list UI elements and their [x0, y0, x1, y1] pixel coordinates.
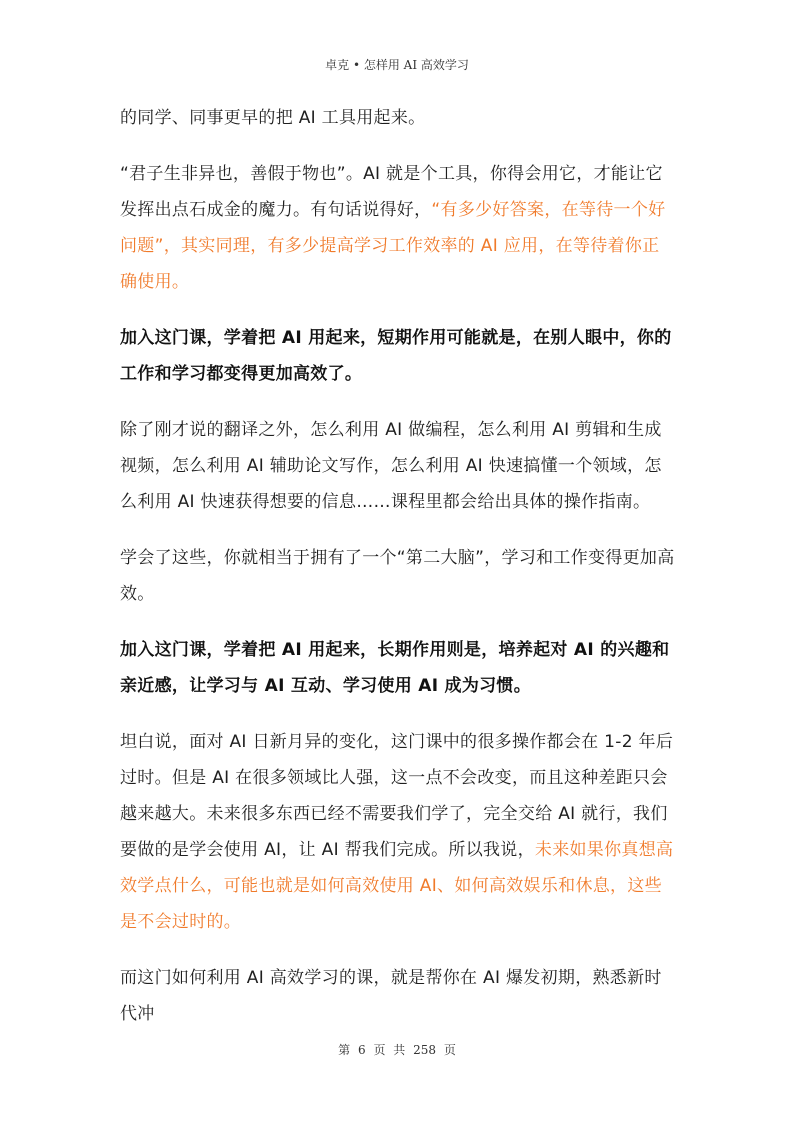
paragraph-3-bold: 加入这门课，学着把 AI 用起来，短期作用可能就是，在别人眼中，你的工作和学习都变得更加高效了。: [120, 328, 672, 384]
paragraph-7: [120, 724, 676, 940]
paragraph-5: 学会了这些，你就相当于拥有了一个“第二大脑”，学习和工作变得更加高效。: [120, 548, 675, 604]
footer-suffix: 页: [443, 1043, 456, 1057]
paragraph-7-highlight: 未来如果你真想高效学点什么，可能也就是如何高效使用 AI、如何高效娱乐和休息，这些是不会过时的。: [120, 840, 674, 932]
paragraph-7-text: 坦白说，面对 AI 日新月异的变化，这门课中的很多操作都会在 1-2 年后过时。但是 AI 在很多领域比人强，这一点不会改变，而且这种差距只会越来越大。未来很多东西已经不需要我们学了，完全交给 AI 就行，我们要做的是学会使用 AI，让 AI 帮我们完成。所以我说，: [120, 732, 674, 860]
page-footer: [0, 1041, 794, 1059]
document-body: [120, 100, 676, 1052]
running-header: 卓克 • 怎样用 AI 高效学习: [325, 58, 469, 72]
footer-total-pages: 258: [413, 1043, 437, 1057]
paragraph-2-highlight: “有多少好答案，在等待一个好问题”，其实同理，有多少提高学习工作效率的 AI 应用，在等待着你正确使用。: [120, 200, 666, 292]
paragraph-2: [120, 156, 676, 300]
footer-prefix: 第: [338, 1043, 351, 1057]
paragraph-1: 的同学、同事更早的把 AI 工具用起来。: [120, 108, 426, 128]
paragraph-8: 而这门如何利用 AI 高效学习的课，就是帮你在 AI 爆发初期，熟悉新时代冲: [120, 968, 662, 1024]
paragraph-2-text: “君子生非异也，善假于物也”。AI 就是个工具，你得会用它，才能让它发挥出点石成金的魔力。有句话说得好，: [120, 164, 663, 220]
footer-mid2: 共: [393, 1043, 406, 1057]
paragraph-4: 除了刚才说的翻译之外，怎么利用 AI 做编程，怎么利用 AI 剪辑和生成视频，怎么利用 AI 辅助论文写作，怎么利用 AI 快速搞懂一个领域，怎么利用 AI 快速获得想要的信息……课程里都会给出具体的操作指南。: [120, 420, 662, 512]
paragraph-6-bold: 加入这门课，学着把 AI 用起来，长期作用则是，培养起对 AI 的兴趣和亲近感，让学习与 AI 互动、学习使用 AI 成为习惯。: [120, 640, 670, 696]
footer-mid1: 页: [373, 1043, 386, 1057]
footer-page-number: 6: [357, 1043, 366, 1057]
